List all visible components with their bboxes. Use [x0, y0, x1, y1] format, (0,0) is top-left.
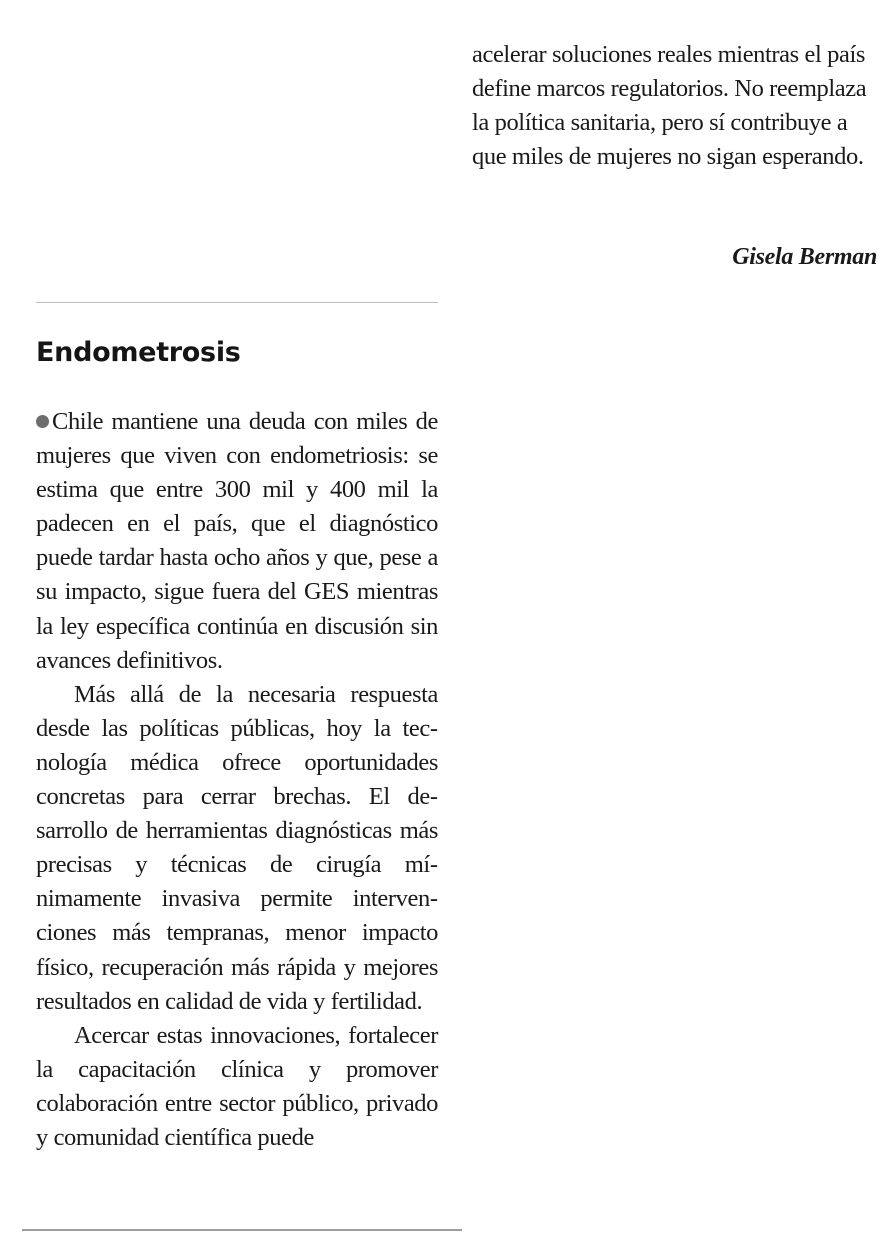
previous-article-paragraph: acelerar soluciones reales mientras el país define marcos regulatorios. No reemplaza la política sanitaria, pero sí contribuye a que miles de mujeres no sigan esperando. [472, 41, 867, 171]
article-paragraph-3: Acercar estas innovaciones, fortalecer la capacitación clínica y promover colaboración entre sector público, privado y comunidad científica puede [36, 1021, 438, 1151]
section-divider-top [36, 302, 438, 303]
section-title: Endometrosis [36, 337, 241, 368]
author-byline: Gisela Berman [732, 244, 877, 270]
section-divider-bottom [22, 1229, 462, 1231]
previous-article-column [472, 38, 877, 174]
article-paragraph-1-text: Chile mantiene una deuda con miles de mujeres que viven con endometriosis: se estima que entre 300 mil y 400 mil la padecen en el país, que el diagnóstico puede tardar hasta ocho años y que, pese a su impacto, sigue fuera del GES mientras la ley específica continúa en discusión sin avances definitivos. [36, 408, 438, 674]
article-paragraph-2: Más allá de la necesaria respuesta desde las políticas públicas, hoy la tecnología médica ofrece oportunidades concretas para cerrar brechas. El desarrollo de herramientas diagnósticas más precisas y técnicas de cirugía mínimamente invasiva permite intervenciones más tempranas, menor impacto físico, recuperación más rápida y mejores resultados en calidad de vida y fertilidad. [36, 680, 438, 1015]
article-body [36, 405, 438, 1155]
article-paragraph-1 [36, 405, 438, 678]
bullet-dot-icon [36, 415, 49, 428]
